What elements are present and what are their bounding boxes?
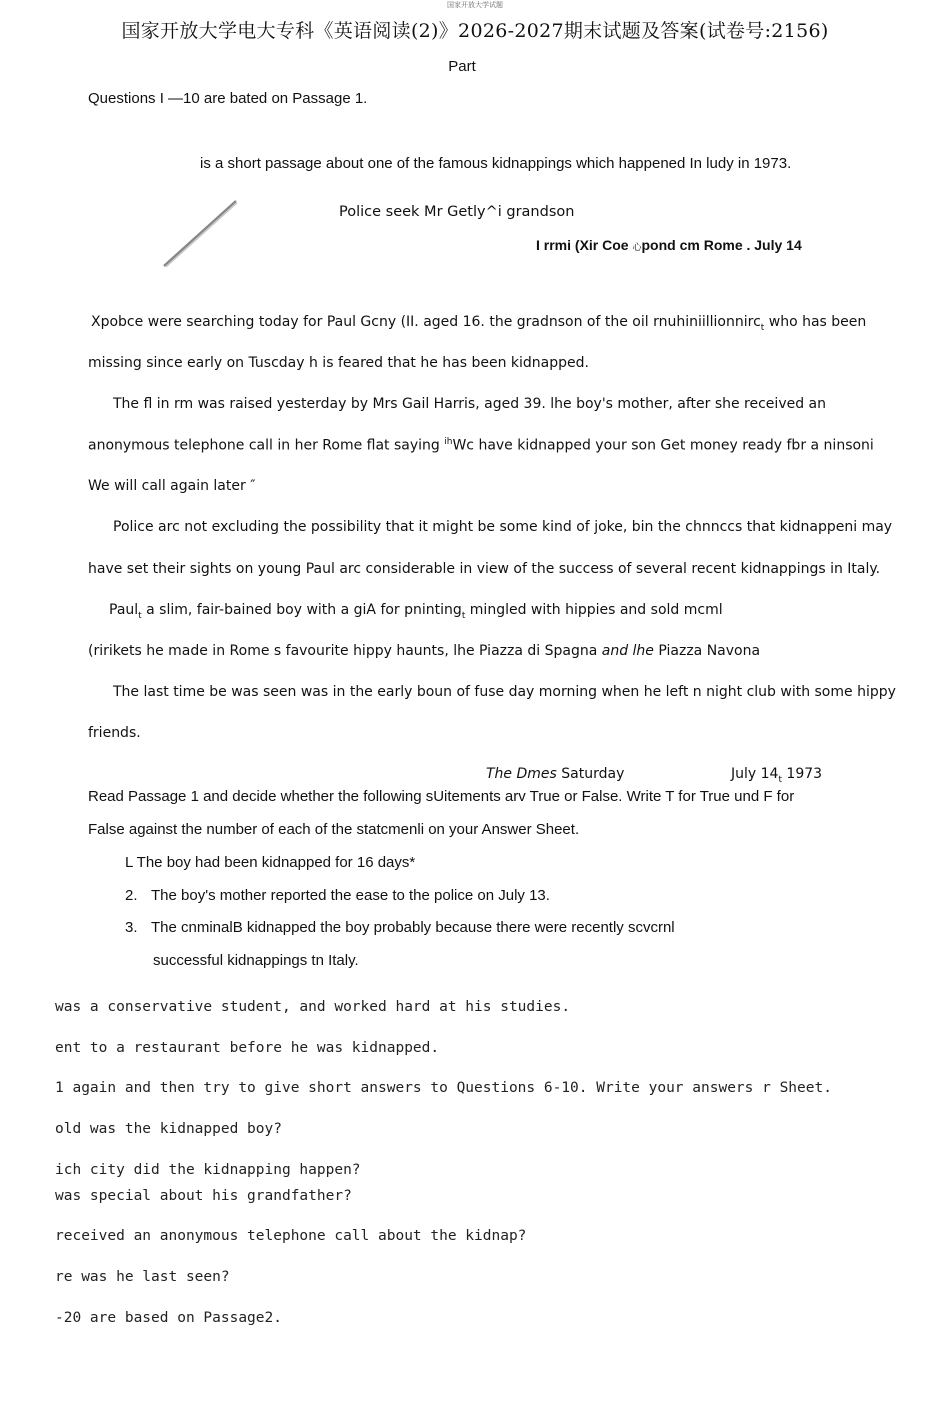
article-dateline: I rrmi (Xir Coe 心pond cm Rome . July 14 <box>536 237 802 253</box>
paragraph-1-line-2: missing since early on Tuscday h is feared that he has been kidnapped. <box>88 355 589 371</box>
part-label: Part <box>448 58 476 75</box>
article-headline: Police seek Mr Getly^i grandson <box>339 204 575 220</box>
fragment-line: 1 again and then try to give short answers to Questions 6-10. Write your answers r Sheet. <box>55 1080 832 1096</box>
fragment-line: was a conservative student, and worked hard at his studies. <box>55 999 571 1015</box>
fragment-line: was special about his grandfather? <box>55 1188 352 1204</box>
fragment-line: re was he last seen? <box>55 1269 230 1285</box>
tf-instruction-line-1: Read Passage 1 and decide whether the following sUitements arv True or False. Write T for True und F for <box>88 788 795 805</box>
paragraph-4-line-1: Paul$_t$ a slim, fair-bained boy with a giA for pninting$_t$ mingled with hippies and sold mcml <box>109 602 723 621</box>
question-2: The boy's mother reported the ease to the police on July 13. <box>151 887 550 904</box>
paragraph-3-line-1: Police arc not excluding the possibility that it might be some kind of joke, bin the chnnccs that kidnappeni may <box>113 519 893 535</box>
paragraph-5-line-1: The last time be was seen was in the early boun of fuse day morning when he left n night club with some hippy <box>113 684 896 700</box>
question-1: L The boy had been kidnapped for 16 days* <box>125 854 416 871</box>
paragraph-4-line-2: (ririkets he made in Rome s favourite hippy haunts, lhe Piazza di Spagna and lhe Piazza Navona <box>88 643 761 659</box>
paragraph-1-line-1: Xpobce were searching today for Paul Gcny (II. aged 16. the gradnson of the oil rnuhiniillionnirc$_t$ who has been <box>91 314 867 333</box>
question-3-line-2: successful kidnappings tn Italy. <box>153 952 359 969</box>
question-3-line-1: The cnminalB kidnapped the boy probably because there were recently scvcrnl <box>151 919 675 936</box>
fragment-line: ich city did the kidnapping happen? <box>55 1162 361 1178</box>
fragment-line: ent to a restaurant before he was kidnapped. <box>55 1040 440 1056</box>
passage-intro: is a short passage about one of the famous kidnappings which happened In ludy in 1973. <box>200 155 792 172</box>
question-3-number: 3. <box>125 919 138 936</box>
diagonal-line-image <box>160 198 240 270</box>
running-head: 国家开放大学试题 <box>447 1 503 9</box>
fragment-line: received an anonymous telephone call about the kidnap? <box>55 1228 527 1244</box>
paragraph-2-line-1: The fl in rm was raised yesterday by Mrs Gail Harris, aged 39. lhe boy's mother, after she received an <box>113 396 827 412</box>
paragraph-2-line-2: anonymous telephone call in her Rome flat saying $^{ih}$Wc have kidnapped your son Get money ready fbr a ninsoni <box>88 437 874 454</box>
question-2-number: 2. <box>125 887 138 904</box>
page-title: 国家开放大学电大专科《英语阅读(2)》2026-2027期末试题及答案(试卷号:2156) <box>121 20 829 42</box>
paragraph-5-line-2: friends. <box>88 725 141 741</box>
article-source: The Dmes Saturday <box>486 766 625 782</box>
fragment-line: -20 are based on Passage2. <box>55 1310 282 1326</box>
tf-instruction-line-2: False against the number of each of the statcmenli on your Answer Sheet. <box>88 821 580 838</box>
instruction-line: Questions I —10 are bated on Passage 1. <box>88 90 368 107</box>
fragment-line: old was the kidnapped boy? <box>55 1121 282 1137</box>
paragraph-3-line-2: have set their sights on young Paul arc considerable in view of the success of several recent kidnappings in Italy. <box>88 561 881 577</box>
paragraph-2-line-3: We will call again later ″ <box>88 478 256 494</box>
article-source-date: July $14_t$ 1973 <box>731 766 823 785</box>
